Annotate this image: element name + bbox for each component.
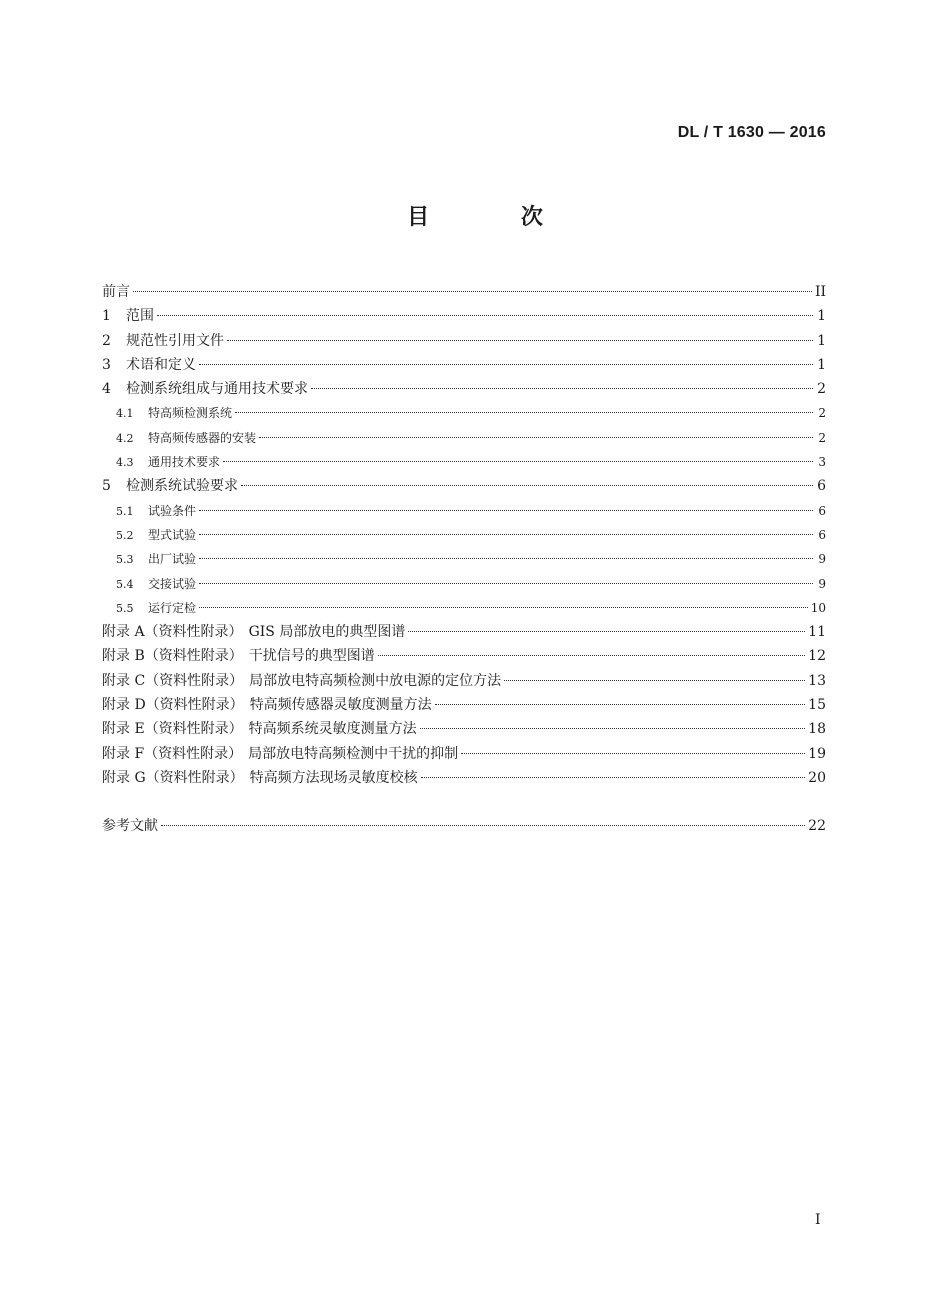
toc-entry[interactable] [102, 669, 826, 693]
dot-leader [199, 557, 813, 559]
dot-leader [420, 727, 806, 729]
toc-entry-page: 19 [808, 745, 826, 762]
dot-leader [241, 484, 813, 486]
toc-entry[interactable] [102, 693, 826, 717]
toc-entry-number: 5.3 [116, 553, 134, 567]
dot-leader [408, 630, 805, 632]
toc-entry-label: 参考文献 [102, 818, 158, 835]
toc-entry[interactable] [102, 377, 826, 401]
toc-entry-label: 通用技术要求 [148, 455, 221, 470]
toc-entry[interactable] [102, 426, 826, 450]
toc-entry-number: 2 [102, 332, 111, 349]
toc-entry-page: 6 [818, 503, 826, 518]
toc-entry-label: 规范性引用文件 [126, 332, 224, 349]
toc-entry-label: 试验条件 [148, 503, 197, 518]
toc-entry-page: 13 [808, 672, 826, 689]
toc-entry-label: GIS 局部放电的典型图谱 [248, 624, 406, 641]
toc-entry-page: 22 [808, 818, 826, 835]
toc-entry[interactable] [102, 523, 826, 547]
document-code: DL / T 1630 — 2016 [677, 124, 826, 141]
toc-entry-label: 型式试验 [148, 527, 197, 542]
dot-leader [199, 606, 808, 608]
toc-entry-number: 附录 E（资料性附录） [102, 721, 243, 738]
toc-entry-label: 交接试验 [148, 576, 197, 591]
page-title: 目 次 [407, 205, 585, 230]
dot-leader [461, 752, 805, 754]
toc-entry-number: 5.1 [116, 504, 134, 518]
toc-entry-page: 3 [818, 455, 826, 470]
toc-entry-label: 检测系统试验要求 [126, 478, 238, 495]
dot-leader [199, 533, 813, 535]
toc-entry-number: 5.5 [116, 601, 134, 615]
dot-leader [133, 290, 812, 292]
toc-entry-label: 局部放电特高频检测中放电源的定位方法 [249, 672, 502, 689]
dot-leader [311, 387, 813, 389]
toc-entry-number: 4.2 [116, 431, 134, 445]
toc-entry-page: 11 [808, 624, 826, 641]
toc-entry-label: 范围 [126, 308, 154, 325]
toc-entry[interactable] [102, 717, 826, 741]
toc-entry-number: 5.2 [116, 528, 134, 542]
dot-leader [435, 703, 805, 705]
toc-entry-label: 运行定检 [148, 600, 197, 615]
toc-entry-page: II [814, 284, 826, 300]
dot-leader [504, 679, 805, 681]
dot-leader [235, 411, 813, 413]
toc-entry-number: 3 [102, 356, 111, 373]
table-of-contents [102, 280, 826, 839]
toc-entry-label: 出厂试验 [148, 552, 197, 567]
toc-entry-label: 局部放电特高频检测中干扰的抑制 [248, 745, 459, 762]
toc-entry-page: 1 [817, 332, 826, 349]
toc-entry[interactable] [102, 572, 826, 596]
toc-entry[interactable] [102, 401, 826, 425]
toc-entry-number: 附录 A（资料性附录） [102, 624, 243, 641]
toc-entry-page: 9 [818, 552, 826, 567]
toc-entry-page: 2 [818, 430, 826, 445]
dot-leader [157, 314, 813, 316]
toc-entry-number: 1 [102, 308, 111, 325]
toc-entry-number: 5 [102, 478, 111, 495]
dot-leader [223, 460, 813, 462]
spacer [102, 790, 826, 814]
toc-entry-label: 前言 [102, 284, 130, 300]
toc-entry-page: 9 [818, 576, 826, 591]
toc-entry-label: 术语和定义 [126, 356, 196, 373]
toc-entry-label: 干扰信号的典型图谱 [248, 648, 375, 665]
toc-entry[interactable] [102, 620, 826, 644]
toc-entry-page: 1 [817, 308, 826, 325]
toc-entry-number: 附录 C（资料性附录） [102, 672, 244, 689]
toc-entry[interactable] [102, 280, 826, 304]
toc-entry-page: 1 [817, 356, 826, 373]
toc-entry[interactable] [102, 596, 826, 620]
toc-entry[interactable] [102, 742, 826, 766]
toc-entry-page: 15 [808, 697, 826, 714]
toc-entry[interactable] [102, 474, 826, 498]
toc-entry[interactable] [102, 644, 826, 668]
toc-entry-number: 4.3 [116, 456, 134, 470]
toc-entry[interactable] [102, 353, 826, 377]
toc-entry-number: 附录 B（资料性附录） [102, 648, 243, 665]
toc-entry-number: 4 [102, 381, 111, 398]
toc-entry-label: 特高频传感器灵敏度测量方法 [249, 697, 432, 714]
page-number: I [815, 1212, 821, 1228]
dot-leader [199, 363, 813, 365]
toc-entry-page: 2 [817, 381, 826, 398]
toc-entry-number: 附录 G（资料性附录） [102, 769, 244, 786]
toc-entry-label: 检测系统组成与通用技术要求 [126, 381, 308, 398]
toc-entry-number: 5.4 [116, 577, 134, 591]
toc-entry-page: 6 [818, 527, 826, 542]
toc-entry-page: 2 [818, 406, 826, 421]
toc-entry-page: 6 [817, 478, 826, 495]
toc-entry[interactable] [102, 304, 826, 328]
toc-entry-page: 18 [808, 721, 826, 738]
toc-entry[interactable] [102, 499, 826, 523]
dot-leader [161, 824, 805, 826]
toc-entry-number: 附录 F（资料性附录） [102, 745, 243, 762]
toc-entry-number: 附录 D（资料性附录） [102, 697, 244, 714]
toc-entry[interactable] [102, 547, 826, 571]
toc-entry-label: 特高频方法现场灵敏度校核 [249, 769, 418, 786]
toc-entry-page: 20 [808, 769, 826, 786]
toc-entry-number: 4.1 [116, 407, 134, 421]
toc-entry-page: 10 [810, 600, 826, 615]
toc-entry[interactable] [102, 329, 826, 353]
toc-entry[interactable] [102, 814, 826, 838]
toc-entry[interactable] [102, 450, 826, 474]
dot-leader [199, 509, 813, 511]
toc-entry-label: 特高频检测系统 [148, 406, 233, 421]
toc-entry-label: 特高频系统灵敏度测量方法 [248, 721, 417, 738]
dot-leader [259, 436, 813, 438]
dot-leader [421, 776, 806, 778]
toc-entry[interactable] [102, 766, 826, 790]
dot-leader [227, 339, 813, 341]
dot-leader [199, 582, 813, 584]
dot-leader [378, 654, 805, 656]
toc-entry-page: 12 [808, 648, 826, 665]
toc-entry-label: 特高频传感器的安装 [148, 430, 257, 445]
